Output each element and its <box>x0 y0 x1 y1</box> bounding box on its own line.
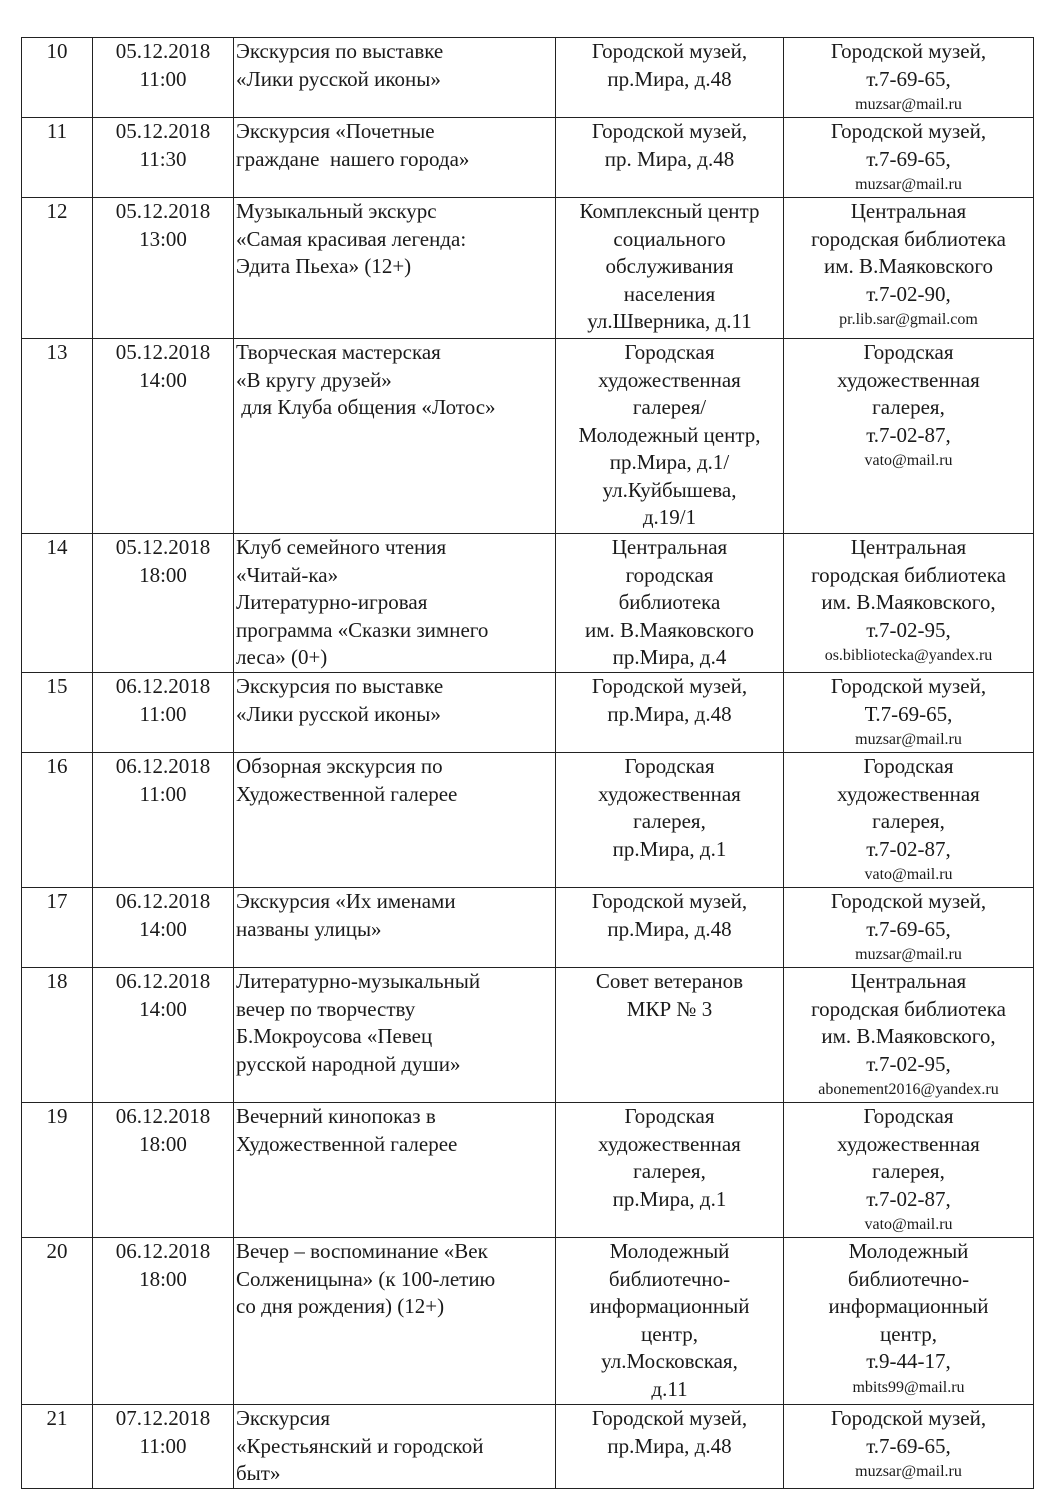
event-date: 06.12.2018 <box>115 1104 211 1128</box>
event-venue-line: Молодежный <box>609 1239 730 1263</box>
event-title-cell <box>234 888 556 968</box>
event-venue-line: пр.Мира, д.1/ <box>609 450 730 474</box>
table-row <box>22 1103 1034 1238</box>
event-number-cell <box>22 534 93 673</box>
event-organizer-line: Центральная <box>850 969 967 993</box>
organizer-email: muzsar@mail.ru <box>855 176 962 193</box>
table-row <box>22 673 1034 753</box>
event-title-cell <box>234 534 556 673</box>
event-venue-line: д.11 <box>651 1376 688 1401</box>
event-title-line: Клуб семейного чтения <box>236 535 447 559</box>
event-time: 11:00 <box>139 1433 187 1458</box>
event-title-line: Вечер – воспоминание «Век <box>236 1239 488 1263</box>
event-number-cell <box>22 118 93 198</box>
event-number: 15 <box>46 674 68 698</box>
event-venue-line: Городской музей, <box>591 119 748 143</box>
event-organizer-line: художественная <box>837 781 980 806</box>
event-venue-line: центр, <box>641 1321 698 1346</box>
event-venue-line: художественная <box>598 781 741 806</box>
table-row <box>22 753 1034 888</box>
event-venue-line: городская <box>625 562 714 587</box>
event-venue-line: Городской музей, <box>591 39 748 63</box>
event-venue-cell <box>556 339 784 534</box>
table-row <box>22 1238 1034 1405</box>
event-organizer-line: галерея, <box>872 395 945 419</box>
event-venue-cell <box>556 888 784 968</box>
event-organizer-cell <box>784 673 1034 753</box>
event-organizer-cell <box>784 339 1034 534</box>
event-datetime-cell <box>93 968 234 1103</box>
event-number: 11 <box>46 119 68 143</box>
event-datetime-cell <box>93 1238 234 1405</box>
event-venue-line: пр.Мира, д.1 <box>612 1186 727 1211</box>
event-title-line: «Самая красивая легенда: <box>236 226 467 251</box>
event-time: 14:00 <box>139 916 187 941</box>
event-number: 21 <box>46 1406 68 1430</box>
event-venue-line: пр.Мира, д.48 <box>607 701 732 726</box>
event-number-cell <box>22 1405 93 1489</box>
event-number: 20 <box>46 1239 68 1263</box>
event-venue-line: Молодежный центр, <box>578 422 761 447</box>
event-title-line: Творческая мастерская <box>236 340 441 364</box>
event-title-cell <box>234 118 556 198</box>
event-title-line: «В кругу друзей» <box>236 367 392 392</box>
organizer-email: muzsar@mail.ru <box>855 731 962 748</box>
event-organizer-line: городская библиотека <box>811 996 1006 1021</box>
event-venue-line: галерея, <box>633 1159 706 1183</box>
event-organizer-cell <box>784 118 1034 198</box>
event-organizer-line: т.7-02-95, <box>866 617 951 642</box>
event-number: 18 <box>46 969 68 993</box>
event-organizer-cell <box>784 888 1034 968</box>
organizer-email: vato@mail.ru <box>864 1216 953 1233</box>
event-venue-line: галерея, <box>633 809 706 833</box>
event-number-cell <box>22 38 93 118</box>
event-title-line: быт» <box>236 1461 281 1485</box>
event-title-line: Вечерний кинопоказ в <box>236 1104 436 1128</box>
event-venue-line: пр.Мира, д.48 <box>607 1433 732 1458</box>
event-title-line: «Крестьянский и городской <box>236 1433 484 1458</box>
event-organizer-line: Городской музей, <box>830 889 987 913</box>
event-organizer-line: галерея, <box>872 1159 945 1183</box>
organizer-email: pr.lib.sar@gmail.com <box>839 311 978 328</box>
event-organizer-line: им. В.Маяковского, <box>821 590 996 614</box>
event-number-cell <box>22 198 93 339</box>
event-venue-line: Городская <box>624 1104 715 1128</box>
event-title-line: «Лики русской иконы» <box>236 701 441 726</box>
event-title-line: русской народной души» <box>236 1051 461 1076</box>
event-time: 11:00 <box>139 781 187 806</box>
table-row <box>22 118 1034 198</box>
event-title-cell <box>234 38 556 118</box>
event-venue-cell <box>556 118 784 198</box>
organizer-email: abonement2016@yandex.ru <box>818 1081 999 1098</box>
event-datetime-cell <box>93 118 234 198</box>
event-title-cell <box>234 1238 556 1405</box>
event-datetime-cell <box>93 753 234 888</box>
event-venue-line: пр.Мира, д.4 <box>612 645 727 669</box>
event-venue-cell <box>556 534 784 673</box>
event-time: 14:00 <box>139 367 187 392</box>
event-number-cell <box>22 339 93 534</box>
event-date: 05.12.2018 <box>115 199 211 223</box>
event-title-line: «Лики русской иконы» <box>236 66 441 91</box>
event-date: 07.12.2018 <box>115 1406 211 1430</box>
event-date: 05.12.2018 <box>115 119 211 143</box>
event-venue-cell <box>556 753 784 888</box>
event-organizer-line: Центральная <box>850 535 967 559</box>
organizer-email: muzsar@mail.ru <box>855 96 962 113</box>
organizer-email: mbits99@mail.ru <box>852 1378 965 1396</box>
event-title-line: Художественной галерее <box>236 781 458 806</box>
event-venue-cell <box>556 38 784 118</box>
table-row <box>22 1405 1034 1489</box>
event-venue-cell <box>556 1103 784 1238</box>
event-venue-line: библиотека <box>618 590 721 614</box>
event-datetime-cell <box>93 534 234 673</box>
event-title-line: «Читай-ка» <box>236 562 339 587</box>
event-venue-line: Комплексный центр <box>579 199 760 223</box>
event-title-line: Эдита Пьеха» (12+) <box>236 254 412 278</box>
event-organizer-line: информационный <box>828 1294 989 1318</box>
events-schedule-table <box>21 37 1034 1489</box>
event-title-line: названы улицы» <box>236 916 382 941</box>
event-organizer-line: Молодежный <box>848 1239 969 1263</box>
event-organizer-line: т.9-44-17, <box>866 1349 951 1373</box>
event-time: 18:00 <box>139 1131 187 1156</box>
table-row <box>22 888 1034 968</box>
event-venue-cell <box>556 968 784 1103</box>
event-organizer-line: т.7-02-95, <box>866 1051 951 1076</box>
event-title-cell <box>234 198 556 339</box>
event-date: 05.12.2018 <box>115 535 211 559</box>
event-organizer-line: художественная <box>837 367 980 392</box>
event-title-line: Обзорная экскурсия по <box>236 754 443 778</box>
event-organizer-line: библиотечно- <box>847 1266 970 1291</box>
event-venue-line: информационный <box>589 1294 750 1318</box>
event-number: 13 <box>46 340 68 364</box>
event-organizer-cell <box>784 38 1034 118</box>
schedule-body <box>22 38 1034 1489</box>
event-organizer-line: т.7-69-65, <box>866 916 951 941</box>
event-venue-line: пр.Мира, д.48 <box>607 66 732 91</box>
event-venue-cell <box>556 673 784 753</box>
event-date: 06.12.2018 <box>115 754 211 778</box>
event-number-cell <box>22 1103 93 1238</box>
event-organizer-line: им. В.Маяковского <box>824 254 993 278</box>
event-organizer-line: т.7-02-87, <box>866 422 951 447</box>
event-title-line: Солженицына» (к 100-летию <box>236 1266 496 1291</box>
event-time: 11:00 <box>139 66 187 91</box>
event-organizer-line: т.7-69-65, <box>866 1433 951 1458</box>
event-venue-line: Городской музей, <box>591 1406 748 1430</box>
event-venue-line: им. В.Маяковского <box>585 617 754 642</box>
event-time: 13:00 <box>139 226 187 251</box>
table-row <box>22 968 1034 1103</box>
table-row <box>22 339 1034 534</box>
event-venue-line: Городская <box>624 340 715 364</box>
event-number-cell <box>22 673 93 753</box>
event-venue-line: Совет ветеранов <box>595 969 744 993</box>
event-datetime-cell <box>93 673 234 753</box>
event-date: 06.12.2018 <box>115 674 211 698</box>
event-time: 18:00 <box>139 562 187 587</box>
event-number: 10 <box>46 39 68 63</box>
event-venue-line: ул.Московская, <box>601 1349 738 1373</box>
event-date: 06.12.2018 <box>115 889 211 913</box>
event-venue-line: д.19/1 <box>642 505 697 529</box>
event-time: 11:30 <box>139 146 187 171</box>
table-row <box>22 198 1034 339</box>
event-venue-line: Городской музей, <box>591 674 748 698</box>
event-organizer-line: городская библиотека <box>811 562 1006 587</box>
event-venue-line: ул.Шверника, д.11 <box>587 309 752 333</box>
event-datetime-cell <box>93 888 234 968</box>
event-venue-line: Центральная <box>611 535 728 559</box>
event-date: 06.12.2018 <box>115 1239 211 1263</box>
event-venue-line: обслуживания <box>605 254 734 278</box>
event-venue-cell <box>556 1238 784 1405</box>
event-venue-line: библиотечно- <box>608 1266 731 1291</box>
event-organizer-line: художественная <box>837 1131 980 1156</box>
table-row <box>22 38 1034 118</box>
event-number-cell <box>22 888 93 968</box>
event-title-cell <box>234 1103 556 1238</box>
event-title-cell <box>234 753 556 888</box>
event-organizer-line: т.7-02-87, <box>866 1186 951 1211</box>
event-number: 19 <box>46 1104 68 1128</box>
event-organizer-cell <box>784 198 1034 339</box>
event-organizer-line: Городской музей, <box>830 39 987 63</box>
event-venue-line: художественная <box>598 367 741 392</box>
event-title-line: леса» (0+) <box>236 645 328 669</box>
event-title-line: Экскурсия <box>236 1406 330 1430</box>
event-title-line: Экскурсия по выставке <box>236 674 444 698</box>
event-number-cell <box>22 1238 93 1405</box>
organizer-email: vato@mail.ru <box>864 452 953 469</box>
event-number: 12 <box>46 199 68 223</box>
event-title-line: Б.Мокроусова «Певец <box>236 1024 433 1048</box>
event-title-cell <box>234 968 556 1103</box>
event-venue-line: ул.Куйбышева, <box>602 477 737 502</box>
event-organizer-line: им. В.Маяковского, <box>821 1024 996 1048</box>
event-venue-line: Городской музей, <box>591 889 748 913</box>
event-number: 16 <box>46 754 68 778</box>
event-number-cell <box>22 753 93 888</box>
event-organizer-line: т.7-02-90, <box>866 281 951 306</box>
event-organizer-line: т.7-02-87, <box>866 836 951 861</box>
organizer-email: vato@mail.ru <box>864 866 953 883</box>
event-organizer-line: Городской музей, <box>830 1406 987 1430</box>
event-venue-cell <box>556 1405 784 1489</box>
event-venue-line: социального <box>613 226 726 251</box>
event-time: 14:00 <box>139 996 187 1021</box>
event-organizer-line: Городской музей, <box>830 119 987 143</box>
event-venue-line: художественная <box>598 1131 741 1156</box>
event-title-line: Литературно-музыкальный <box>236 969 481 993</box>
event-organizer-line: городская библиотека <box>811 226 1006 251</box>
event-venue-line: галерея/ <box>632 395 707 419</box>
event-venue-line: пр.Мира, д.48 <box>607 916 732 941</box>
event-venue-cell <box>556 198 784 339</box>
event-organizer-line: Городская <box>863 754 954 778</box>
event-date: 06.12.2018 <box>115 969 211 993</box>
organizer-email: muzsar@mail.ru <box>855 946 962 963</box>
event-organizer-cell <box>784 1238 1034 1405</box>
event-time: 11:00 <box>139 701 187 726</box>
event-organizer-line: галерея, <box>872 809 945 833</box>
event-datetime-cell <box>93 1103 234 1238</box>
event-title-line: Художественной галерее <box>236 1131 458 1156</box>
event-title-line: Экскурсия по выставке <box>236 39 444 63</box>
organizer-email: muzsar@mail.ru <box>855 1463 962 1480</box>
event-title-cell <box>234 339 556 534</box>
event-title-cell <box>234 673 556 753</box>
event-title-line: со дня рождения) (12+) <box>236 1294 445 1318</box>
event-title-line: граждане нашего города» <box>236 146 470 171</box>
event-organizer-line: Центральная <box>850 199 967 223</box>
event-title-line: Экскурсия «Их именами <box>236 889 456 913</box>
event-organizer-line: т.7-69-65, <box>866 66 951 91</box>
event-title-line: Экскурсия «Почетные <box>236 119 435 143</box>
event-number: 14 <box>46 535 68 559</box>
event-organizer-line: Городская <box>863 340 954 364</box>
event-organizer-cell <box>784 753 1034 888</box>
event-organizer-line: Городская <box>863 1104 954 1128</box>
event-venue-line: населения <box>623 281 716 306</box>
event-number: 17 <box>46 889 68 913</box>
event-organizer-cell <box>784 1405 1034 1489</box>
event-venue-line: Городская <box>624 754 715 778</box>
event-title-line: для Клуба общения «Лотос» <box>236 395 496 419</box>
event-datetime-cell <box>93 198 234 339</box>
event-organizer-cell <box>784 534 1034 673</box>
event-organizer-line: т.7-69-65, <box>866 146 951 171</box>
event-title-line: Музыкальный экскурс <box>236 199 437 223</box>
event-datetime-cell <box>93 38 234 118</box>
event-datetime-cell <box>93 1405 234 1489</box>
event-organizer-cell <box>784 968 1034 1103</box>
table-row <box>22 534 1034 673</box>
event-title-line: вечер по творчеству <box>236 996 416 1021</box>
event-title-line: программа «Сказки зимнего <box>236 617 489 642</box>
event-venue-line: МКР № 3 <box>626 996 713 1021</box>
event-title-line: Литературно-игровая <box>236 590 428 614</box>
event-venue-line: пр.Мира, д.1 <box>612 836 727 861</box>
event-organizer-line: Т.7-69-65, <box>864 701 953 726</box>
event-datetime-cell <box>93 339 234 534</box>
event-number-cell <box>22 968 93 1103</box>
event-organizer-cell <box>784 1103 1034 1238</box>
event-title-cell <box>234 1405 556 1489</box>
event-date: 05.12.2018 <box>115 39 211 63</box>
event-venue-line: пр. Мира, д.48 <box>604 146 735 171</box>
event-organizer-line: центр, <box>880 1321 937 1346</box>
event-time: 18:00 <box>139 1266 187 1291</box>
organizer-email: os.bibliotecka@yandex.ru <box>824 647 993 664</box>
event-date: 05.12.2018 <box>115 340 211 364</box>
event-organizer-line: Городской музей, <box>830 674 987 698</box>
